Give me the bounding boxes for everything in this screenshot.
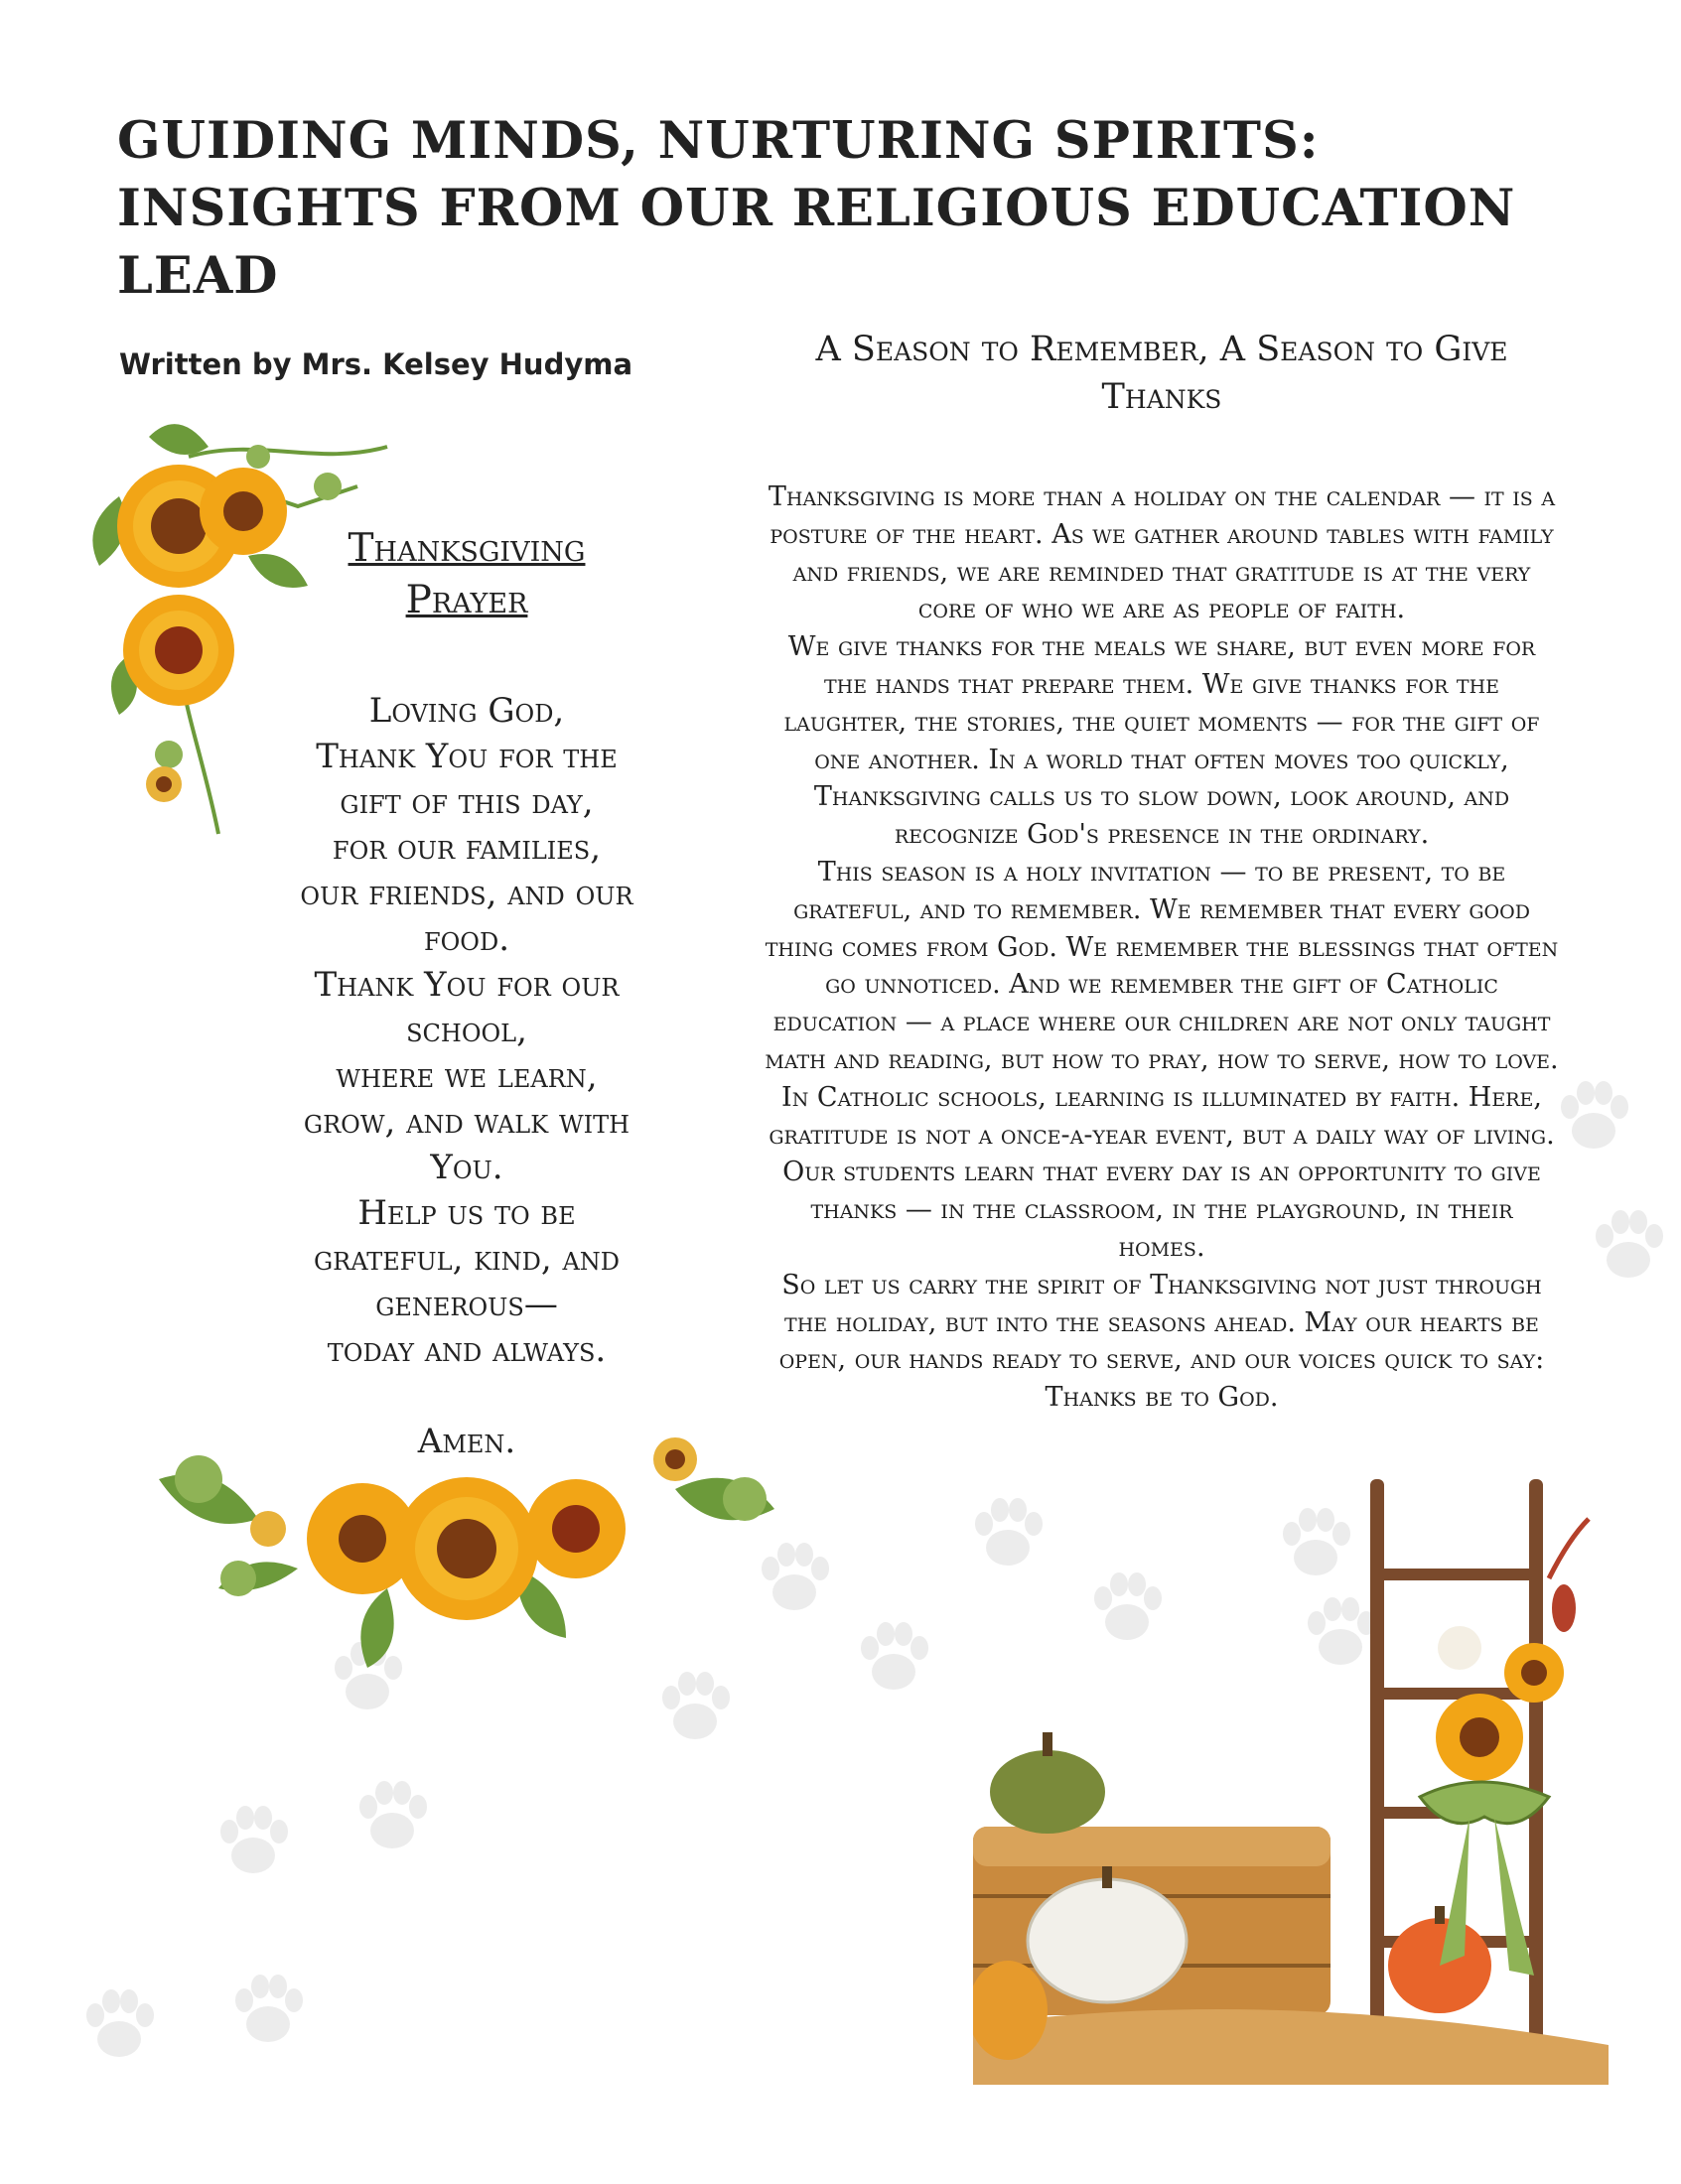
article-paragraph: In Catholic schools, learning is illuminated by faith. Here, gratitude is not a once-a-year event, but a daily way of living. Our students learn that every day is an opportunity to give thanks — in the classroom, in the playground, in their homes. [769,1081,1555,1263]
paw-print-icon [359,1781,427,1848]
prayer-line: generous— [375,1285,558,1324]
article-body [765,478,1559,1417]
prayer-line: for our families, [332,828,602,868]
byline: Written by Mrs. Kelsey Hudyma [119,347,633,381]
article [765,326,1559,1417]
article-closing: Thanks be to God. [1045,1382,1279,1414]
prayer-line: Loving God, [368,691,565,731]
prayer-line: grow, and walk with [303,1102,630,1142]
prayer-line: today and always. [327,1330,607,1370]
article-paragraph: Thanksgiving is more than a holiday on the calendar — it is a posture of the heart. As we gather around tables with family and friends, we are reminded that gratitude is at the very core of who we are as people of faith. [768,481,1556,625]
prayer-title [268,523,665,626]
prayer-line: gift of this day, [340,782,594,822]
page-title: GUIDING MINDS, NURTURING SPIRITS: INSIGHTS FROM OUR RELIGIOUS EDUCATION LEAD [117,111,1516,306]
article-title: A Season to Remember, A Season to Give Thanks [815,330,1508,417]
prayer-text [268,688,665,1373]
prayer-amen: Amen. [417,1422,516,1461]
thanksgiving-prayer [268,523,665,1464]
article-paragraph: We give thanks for the meals we share, but even more for the hands that prepare them. We give thanks for the laughter, the stories, the quiet moments — for the gift of one another. In a world that often moves too quickly, Thanksgiving calls us to slow down, look around, and recognize God's presence in the ordinary. [783,631,1540,851]
paw-print-icon [1561,1081,1628,1149]
paw-print-icon [86,1989,154,2057]
prayer-line: where we learn, [336,1056,598,1096]
prayer-line: You. [430,1148,503,1187]
article-paragraph: This season is a holy invitation — to be present, to be grateful, and to remember. We remember that every good thing comes from God. We remember the blessings that often go unnoticed. And we remember the gift of Catholic education — a place where our children are not only taught math and reading, but how to pray, how to serve, how to love. [765,856,1559,1075]
prayer-title-line: Prayer [405,578,528,622]
article-paragraph: So let us carry the spirit of Thanksgiving not just through the holiday, but into the seasons ahead. May our hearts be open, our hands ready to serve, and our voices quick to say: [778,1269,1545,1376]
paw-print-icon [235,1975,303,2042]
prayer-line: food. [423,919,510,959]
paw-print-icon [861,1622,928,1690]
prayer-line: grateful, kind, and [313,1239,621,1279]
paw-print-icon [1596,1210,1663,1278]
prayer-line: school, [406,1011,527,1050]
paw-print-icon [662,1672,730,1739]
paw-print-icon [220,1806,288,1873]
prayer-line: Thank You for the [316,737,618,776]
prayer-title-line: Thanksgiving [348,526,586,571]
prayer-line: Thank You for our [314,965,620,1005]
prayer-line: our friends, and our [300,874,633,913]
autumn-ladder-illustration [973,1469,1609,2085]
sunflower-garland-illustration [139,1420,794,1668]
prayer-line: Help us to be [357,1193,576,1233]
